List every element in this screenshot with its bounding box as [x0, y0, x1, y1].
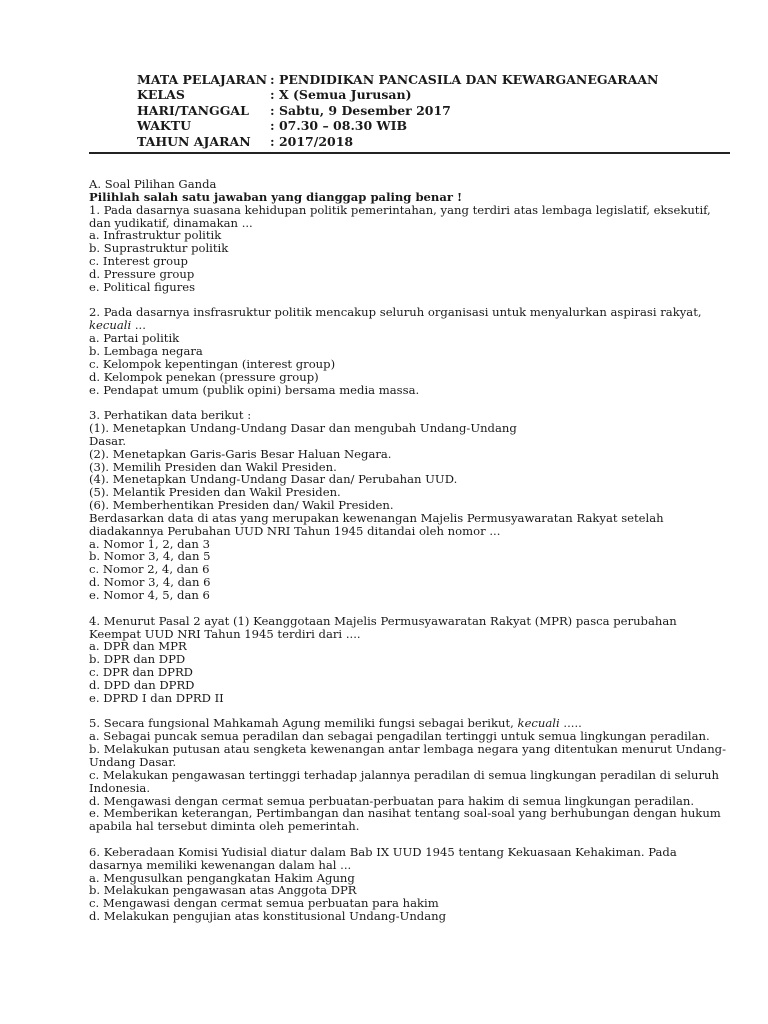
question-5-option-line: Indonesia. [89, 780, 151, 795]
question-2-ellipsis: ... [131, 318, 146, 333]
question-2-option-c: c. Kelompok kepentingan (interest group) [89, 356, 336, 371]
question-1-text-line-2: dan yudikatif, dinamakan ... [89, 215, 253, 230]
header-divider [89, 152, 730, 154]
date-value: : Sabtu, 9 Desember 2017 [270, 102, 451, 118]
question-6 [89, 846, 729, 923]
question-6-option-d: d. Melakukan pengujian atas konstitusional Undang-Undang [89, 909, 447, 924]
question-2-option-e: e. Pendapat umum (publik opini) bersama media massa. [89, 382, 420, 397]
question-4-option-b: b. DPR dan DPD [89, 652, 186, 667]
question-5-option-line: d. Mengawasi dengan cermat semua perbuatan-perbuatan para hakim di semua lingkungan peradilan. [89, 793, 695, 808]
question-2-text-line-1: 2. Pada dasarnya insfrasruktur politik mencakup seluruh organisasi untuk menyalurkan aspirasi rakyat, [89, 305, 702, 320]
question-5-option-line: e. Memberikan keterangan, Pertimbangan dan nasihat tentang soal-soal yang berhubungan dengan hukum [89, 806, 721, 821]
question-3-item: (6). Memberhentikan Presiden dan/ Wakil Presiden. [89, 498, 394, 513]
question-4-text-line-2: Keempat UUD NRI Tahun 1945 terdiri dari .... [89, 626, 361, 641]
header-row-class [137, 87, 658, 102]
header-row-year [137, 134, 658, 149]
question-6-option-a: a. Mengusulkan pengangkatan Hakim Agung [89, 870, 355, 885]
question-2-kecuali: kecuali [89, 318, 132, 333]
question-4-option-d: d. DPD dan DPRD [89, 677, 195, 692]
question-3-intro: 3. Perhatikan data berikut : [89, 408, 252, 423]
question-3-item: (1). Menetapkan Undang-Undang Dasar dan mengubah Undang-Undang [89, 421, 517, 436]
year-label: TAHUN AJARAN [137, 133, 251, 149]
question-4-option-e: e. DPRD I dan DPRD II [89, 690, 224, 705]
question-1-option-d: d. Pressure group [89, 266, 195, 281]
question-1-option-e: e. Political figures [89, 279, 196, 294]
spacer [89, 833, 729, 846]
question-body [89, 178, 729, 923]
subject-label: MATA PELAJARAN [137, 72, 268, 87]
section-title: A. Soal Pilihan Ganda [89, 177, 217, 191]
question-3-option-b: b. Nomor 3, 4, dan 5 [89, 549, 211, 564]
question-2-option-d: d. Kelompok penekan (pressure group) [89, 369, 319, 384]
question-6-option-b: b. Melakukan pengawasan atas Anggota DPR [89, 883, 357, 898]
question-3-stem-line-2: diadakannya Perubahan UUD NRI Tahun 1945 ditandai oleh nomor ... [89, 523, 501, 538]
subject-value: : PENDIDIKAN PANCASILA DAN KEWARGANEGARAAN [270, 72, 659, 87]
question-3 [89, 409, 729, 602]
question-3-stem-line-1: Berdasarkan data di atas yang merupakan kewenangan Majelis Permusyawaratan Rakyat setelah [89, 510, 664, 525]
question-3-item: (3). Memilih Presiden dan Wakil Presiden. [89, 459, 337, 474]
header-row-date [137, 103, 658, 118]
question-5-kecuali: kecuali [517, 716, 560, 731]
question-2-text-line-2 [89, 319, 729, 332]
question-5 [89, 717, 729, 833]
question-1-option-c: c. Interest group [89, 254, 188, 269]
question-1 [89, 204, 729, 294]
question-4 [89, 615, 729, 705]
question-2 [89, 306, 729, 396]
class-label: KELAS [137, 87, 185, 103]
question-5-option-line: c. Melakukan pengawasan tertinggi terhadap jalannya peradilan di semua lingkungan peradilan di seluruh [89, 767, 719, 782]
question-3-item: (4). Menetapkan Undang-Undang Dasar dan/ Perubahan UUD. [89, 472, 458, 487]
year-value: : 2017/2018 [270, 133, 354, 149]
question-5-prefix: 5. Secara fungsional Mahkamah Agung memiliki fungsi sebagai berikut, [89, 716, 518, 731]
question-3-item: Dasar. [89, 433, 127, 448]
question-3-option-a: a. Nomor 1, 2, dan 3 [89, 536, 210, 551]
date-label: HARI/TANGGAL [137, 102, 249, 118]
question-5-option-line: Undang Dasar. [89, 754, 177, 769]
header-row-subject [137, 72, 658, 87]
time-value: : 07.30 – 08.30 WIB [270, 118, 408, 134]
section-instruction: Pilihlah salah satu jawaban yang dianggap paling benar ! [89, 189, 463, 204]
question-6-text-line-1: 6. Keberadaan Komisi Yudisial diatur dalam Bab IX UUD 1945 tentang Kekuasaan Kehakiman. Pada [89, 844, 677, 859]
question-4-option-a: a. DPR dan MPR [89, 639, 187, 654]
question-1-option-a: a. Infrastruktur politik [89, 228, 222, 243]
question-6-text-line-2: dasarnya memiliki kewenangan dalam hal ... [89, 857, 352, 872]
question-1-option-b: b. Suprastruktur politik [89, 241, 229, 256]
question-3-item: (2). Menetapkan Garis-Garis Besar Haluan Negara. [89, 446, 392, 461]
question-5-option-line: b. Melakukan putusan atau sengketa kewenangan antar lembaga negara yang ditentukan menurut Undang- [89, 742, 727, 757]
question-2-option-a: a. Partai politik [89, 331, 180, 346]
question-3-option-c: c. Nomor 2, 4, dan 6 [89, 562, 210, 577]
question-3-option-d: d. Nomor 3, 4, dan 6 [89, 575, 211, 590]
question-3-item: (5). Melantik Presiden dan Wakil Presiden. [89, 485, 341, 500]
question-5-option-line: a. Sebagai puncak semua peradilan dan sebagai pengadilan tertinggi untuk semua lingkungan peradilan. [89, 729, 710, 744]
question-5-option-line: apabila hal tersebut diminta oleh pemerintah. [89, 819, 360, 834]
question-2-option-b: b. Lembaga negara [89, 343, 203, 358]
question-4-option-c: c. DPR dan DPRD [89, 665, 193, 680]
question-1-text-line-1: 1. Pada dasarnya suasana kehidupan politik pemerintahan, yang terdiri atas lembaga legislatif, eksekutif, [89, 202, 711, 217]
class-value: : X (Semua Jurusan) [270, 87, 412, 103]
spacer [89, 602, 729, 615]
time-label: WAKTU [137, 118, 192, 134]
question-5-ellipsis: ..... [559, 716, 582, 731]
question-3-option-e: e. Nomor 4, 5, dan 6 [89, 588, 210, 602]
exam-header [137, 72, 658, 149]
question-4-text-line-1: 4. Menurut Pasal 2 ayat (1) Keanggotaan Majelis Permusyawaratan Rakyat (MPR) pasca perubahan [89, 613, 677, 628]
question-6-option-c: c. Mengawasi dengan cermat semua perbuatan para hakim [89, 896, 439, 911]
header-row-time [137, 118, 658, 133]
